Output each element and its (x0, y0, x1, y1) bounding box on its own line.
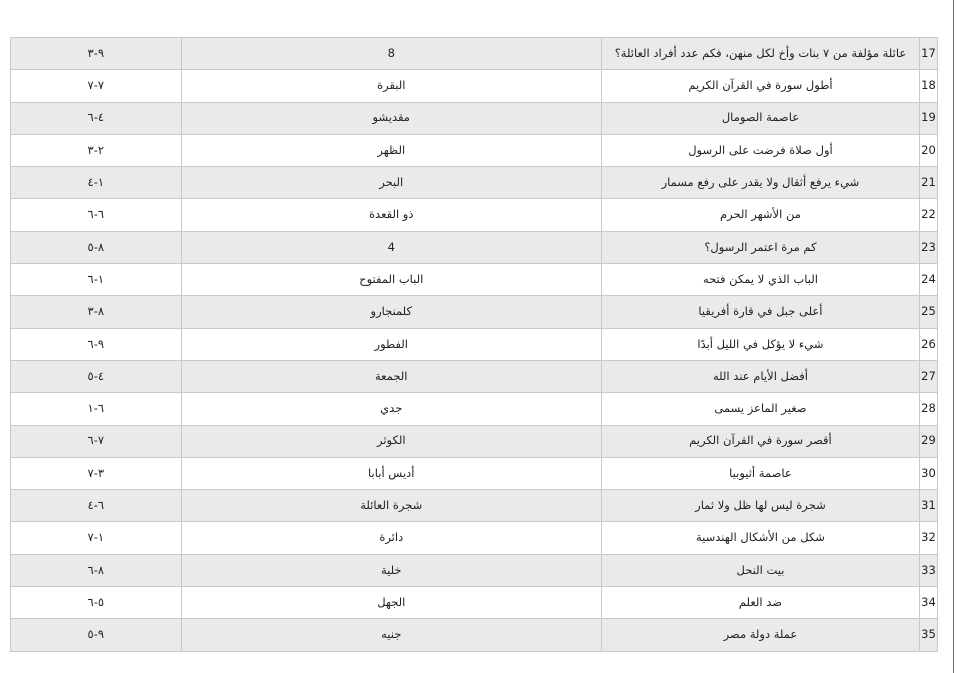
code-cell: ٦-٦ (11, 199, 182, 231)
code-cell: ٩-٥ (11, 619, 182, 651)
code-cell: ١-٧ (11, 522, 182, 554)
page-border (953, 0, 954, 673)
code-cell: ٦-٤ (11, 490, 182, 522)
answer-cell: خلية (181, 554, 601, 586)
answer-cell: الكوثر (181, 425, 601, 457)
table-row (11, 296, 938, 328)
answer-cell: البقرة (181, 70, 601, 102)
code-cell: ١-٤ (11, 167, 182, 199)
table-row (11, 490, 938, 522)
row-number: 30 (919, 457, 937, 489)
table-row (11, 619, 938, 651)
answer-cell: البحر (181, 167, 601, 199)
answer-cell: مقديشو (181, 102, 601, 134)
question-cell: عملة دولة مصر (601, 619, 919, 651)
answer-cell: الفطور (181, 328, 601, 360)
table-row (11, 457, 938, 489)
row-number: 21 (919, 167, 937, 199)
code-cell: ١-٦ (11, 264, 182, 296)
code-cell: ٤-٦ (11, 102, 182, 134)
table-row (11, 554, 938, 586)
row-number: 20 (919, 134, 937, 166)
code-cell: ٩-٦ (11, 328, 182, 360)
answer-cell: 8 (181, 38, 601, 70)
answer-cell: الجمعة (181, 360, 601, 392)
question-cell: شيء لا يؤكل في الليل أبدًا (601, 328, 919, 360)
code-cell: ٣-٧ (11, 457, 182, 489)
row-number: 23 (919, 231, 937, 263)
table-row (11, 38, 938, 70)
row-number: 19 (919, 102, 937, 134)
row-number: 31 (919, 490, 937, 522)
table-row (11, 70, 938, 102)
table-row (11, 360, 938, 392)
question-cell: ضد العلم (601, 587, 919, 619)
answer-cell: كلمنجارو (181, 296, 601, 328)
table-row (11, 425, 938, 457)
row-number: 17 (919, 38, 937, 70)
question-cell: عاصمة الصومال (601, 102, 919, 134)
table-row (11, 102, 938, 134)
table-row (11, 393, 938, 425)
row-number: 26 (919, 328, 937, 360)
answer-cell: جدي (181, 393, 601, 425)
question-cell: من الأشهر الحرم (601, 199, 919, 231)
answer-cell: الجهل (181, 587, 601, 619)
question-cell: أقصر سورة في القرآن الكريم (601, 425, 919, 457)
answer-cell: 4 (181, 231, 601, 263)
table-row (11, 264, 938, 296)
question-cell: صغير الماعز يسمى (601, 393, 919, 425)
row-number: 32 (919, 522, 937, 554)
code-cell: ٢-٣ (11, 134, 182, 166)
question-cell: شيء يرفع أثقال ولا يقدر على رفع مسمار (601, 167, 919, 199)
answer-cell: جنيه (181, 619, 601, 651)
question-cell: أطول سورة في القرآن الكريم (601, 70, 919, 102)
answer-cell: الباب المفتوح (181, 264, 601, 296)
code-cell: ٨-٦ (11, 554, 182, 586)
code-cell: ٥-٦ (11, 587, 182, 619)
quiz-table (10, 37, 938, 652)
table-row (11, 167, 938, 199)
question-cell: شجرة ليس لها ظل ولا ثمار (601, 490, 919, 522)
answer-cell: أديس أبابا (181, 457, 601, 489)
row-number: 34 (919, 587, 937, 619)
code-cell: ٦-١ (11, 393, 182, 425)
answer-cell: الظهر (181, 134, 601, 166)
code-cell: ٨-٥ (11, 231, 182, 263)
table-row (11, 587, 938, 619)
code-cell: ٨-٣ (11, 296, 182, 328)
table-row (11, 231, 938, 263)
code-cell: ٧-٧ (11, 70, 182, 102)
question-cell: عائلة مؤلفة من ٧ بنات وأخ لكل منهن، فكم عدد أفراد العائلة؟ (601, 38, 919, 70)
row-number: 18 (919, 70, 937, 102)
question-cell: بيت النحل (601, 554, 919, 586)
row-number: 35 (919, 619, 937, 651)
row-number: 27 (919, 360, 937, 392)
answer-cell: شجرة العائلة (181, 490, 601, 522)
question-cell: عاصمة أثيوبيا (601, 457, 919, 489)
table-row (11, 328, 938, 360)
question-cell: أعلى جبل في قارة أفريقيا (601, 296, 919, 328)
answer-cell: دائرة (181, 522, 601, 554)
row-number: 29 (919, 425, 937, 457)
table-row (11, 199, 938, 231)
row-number: 25 (919, 296, 937, 328)
question-cell: كم مرة اعتمر الرسول؟ (601, 231, 919, 263)
question-cell: أفضل الأيام عند الله (601, 360, 919, 392)
row-number: 22 (919, 199, 937, 231)
question-cell: شكل من الأشكال الهندسية (601, 522, 919, 554)
code-cell: ٧-٦ (11, 425, 182, 457)
row-number: 28 (919, 393, 937, 425)
row-number: 33 (919, 554, 937, 586)
row-number: 24 (919, 264, 937, 296)
code-cell: ٤-٥ (11, 360, 182, 392)
code-cell: ٩-٣ (11, 38, 182, 70)
question-cell: الباب الذي لا يمكن فتحه (601, 264, 919, 296)
table-row (11, 522, 938, 554)
question-cell: أول صلاة فرضت على الرسول (601, 134, 919, 166)
table-row (11, 134, 938, 166)
answer-cell: ذو القعدة (181, 199, 601, 231)
